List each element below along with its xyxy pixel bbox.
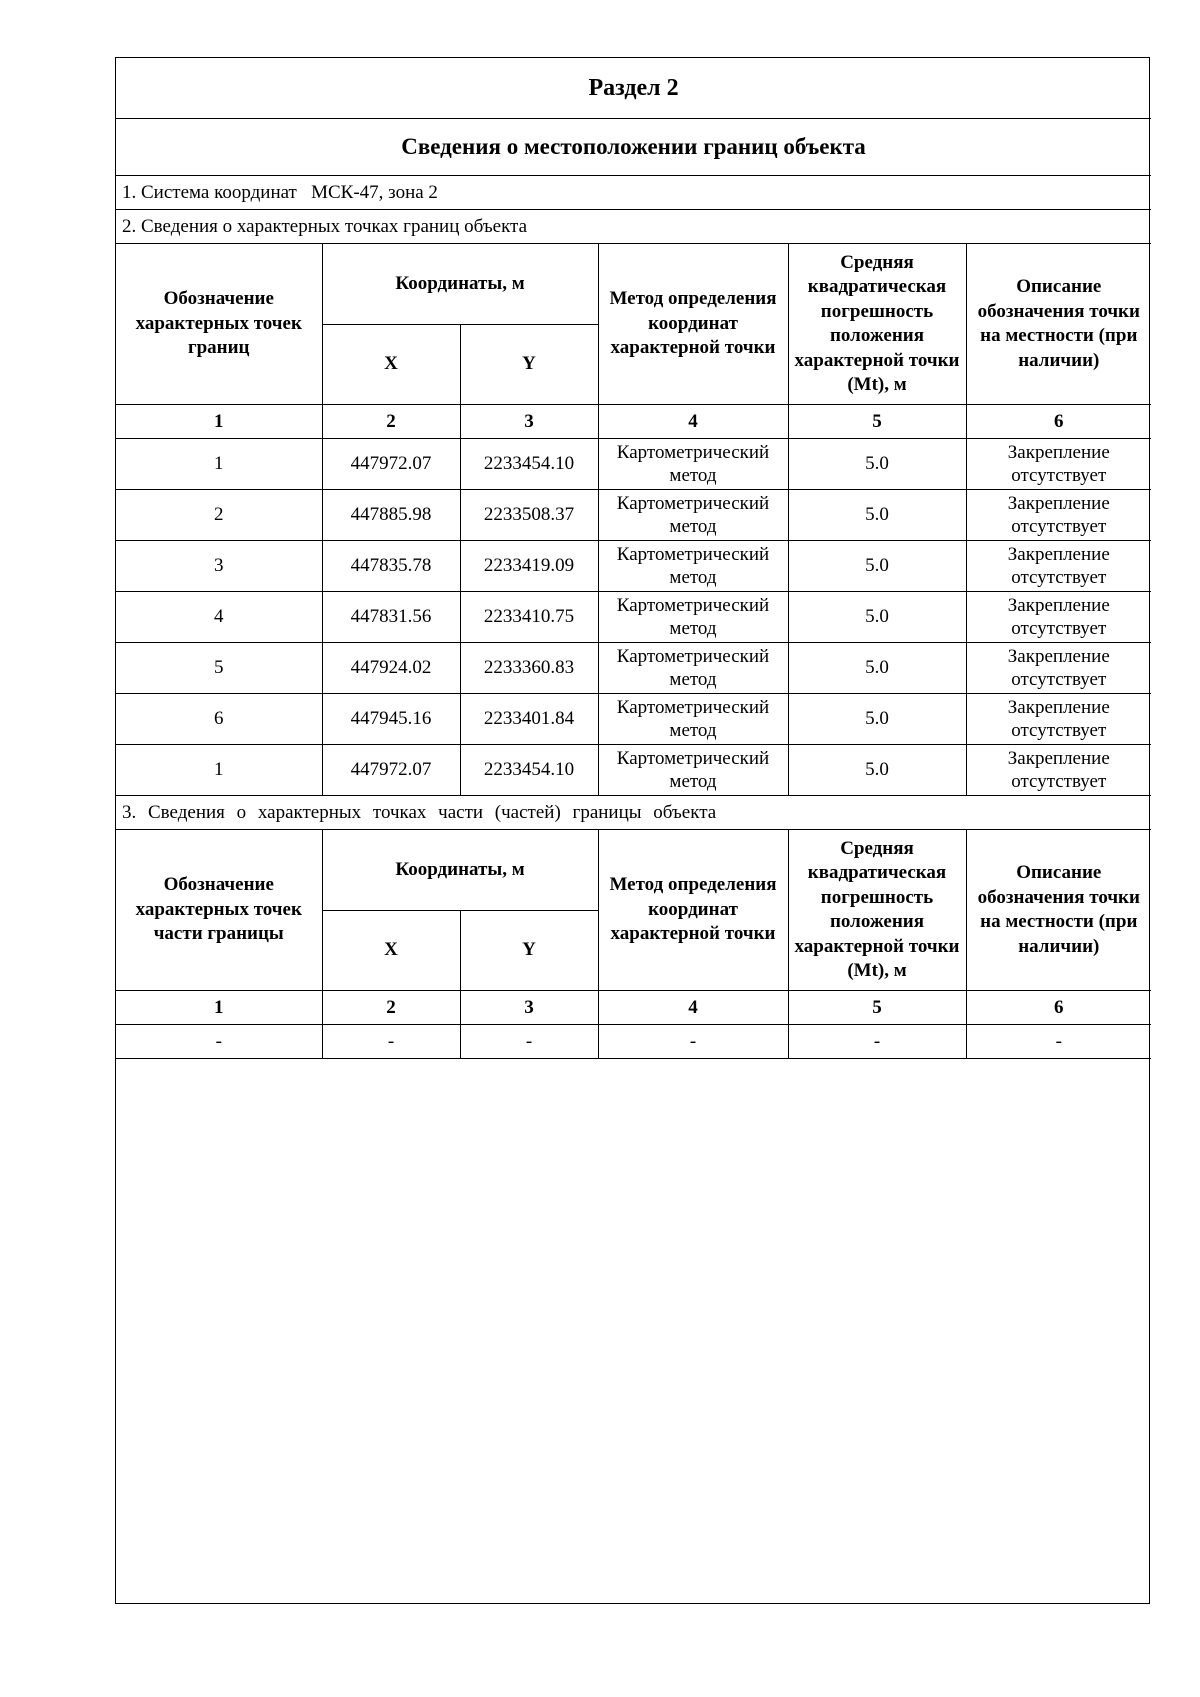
- table-row: [116, 745, 1151, 796]
- section-title: Раздел 2: [116, 58, 1151, 119]
- table-row: [116, 439, 1151, 490]
- cell-mt: 5.0: [788, 694, 966, 745]
- cell-method: Картометрический метод: [598, 694, 788, 745]
- header-method: Метод определения координат характерной точки: [598, 244, 788, 405]
- column-number: 1: [116, 991, 322, 1025]
- header-description: Описание обозначения точки на местности (при наличии): [966, 830, 1151, 991]
- cell-point: 5: [116, 643, 322, 694]
- cell-mt: 5.0: [788, 745, 966, 796]
- table-row: [116, 1025, 1151, 1059]
- column-number: 6: [966, 991, 1151, 1025]
- table-row: [116, 490, 1151, 541]
- cell-mt: 5.0: [788, 541, 966, 592]
- header-mt: Средняя квадратическая погрешность положения характерной точки (Mt), м: [788, 244, 966, 405]
- table-row: [116, 694, 1151, 745]
- cell-mt: -: [788, 1025, 966, 1059]
- column-number: 3: [460, 405, 598, 439]
- column-number: 1: [116, 405, 322, 439]
- cell-y: -: [460, 1025, 598, 1059]
- cell-desc: Закрепление отсутствует: [966, 490, 1151, 541]
- header-x: X: [322, 325, 460, 405]
- cell-desc: Закрепление отсутствует: [966, 439, 1151, 490]
- cell-method: -: [598, 1025, 788, 1059]
- header-y: Y: [460, 911, 598, 991]
- table-row: [116, 541, 1151, 592]
- table-row: [116, 592, 1151, 643]
- column-number: 5: [788, 991, 966, 1025]
- header-point: Обозначение характерных точек части границы: [116, 830, 322, 991]
- header-description: Описание обозначения точки на местности (при наличии): [966, 244, 1151, 405]
- column-number: 4: [598, 405, 788, 439]
- cell-method: Картометрический метод: [598, 490, 788, 541]
- column-numbers-row: [116, 991, 1151, 1025]
- block2-title: 2. Сведения о характерных точках границ объекта: [116, 210, 1151, 244]
- column-number: 6: [966, 405, 1151, 439]
- cell-method: Картометрический метод: [598, 541, 788, 592]
- cell-point: 6: [116, 694, 322, 745]
- coordinate-system-line: [116, 176, 1151, 210]
- cell-y: 2233508.37: [460, 490, 598, 541]
- cell-mt: 5.0: [788, 643, 966, 694]
- table-row: [116, 643, 1151, 694]
- column-number: 2: [322, 405, 460, 439]
- cell-desc: Закрепление отсутствует: [966, 745, 1151, 796]
- cell-method: Картометрический метод: [598, 592, 788, 643]
- cell-y: 2233419.09: [460, 541, 598, 592]
- cell-mt: 5.0: [788, 490, 966, 541]
- cell-x: 447972.07: [322, 745, 460, 796]
- cell-point: 2: [116, 490, 322, 541]
- cell-method: Картометрический метод: [598, 745, 788, 796]
- cell-point: -: [116, 1025, 322, 1059]
- column-number: 3: [460, 991, 598, 1025]
- cell-x: 447945.16: [322, 694, 460, 745]
- cell-x: 447885.98: [322, 490, 460, 541]
- section-table: [116, 58, 1151, 1059]
- header-x: X: [322, 911, 460, 991]
- cell-desc: Закрепление отсутствует: [966, 541, 1151, 592]
- cell-y: 2233360.83: [460, 643, 598, 694]
- column-number: 4: [598, 991, 788, 1025]
- cell-x: 447924.02: [322, 643, 460, 694]
- header-coordinates: Координаты, м: [322, 830, 598, 911]
- cell-desc: Закрепление отсутствует: [966, 592, 1151, 643]
- header-mt: Средняя квадратическая погрешность положения характерной точки (Mt), м: [788, 830, 966, 991]
- column-numbers-row: [116, 405, 1151, 439]
- cell-x: 447831.56: [322, 592, 460, 643]
- cell-desc: Закрепление отсутствует: [966, 643, 1151, 694]
- block3-title: 3. Сведения о характерных точках части (частей) границы объекта: [116, 796, 1151, 830]
- cell-y: 2233454.10: [460, 439, 598, 490]
- cell-y: 2233410.75: [460, 592, 598, 643]
- coordinate-system-value: МСК-47, зона 2: [311, 181, 438, 203]
- cell-x: 447835.78: [322, 541, 460, 592]
- cell-point: 4: [116, 592, 322, 643]
- cell-x: -: [322, 1025, 460, 1059]
- cell-point: 1: [116, 745, 322, 796]
- column-number: 5: [788, 405, 966, 439]
- cell-mt: 5.0: [788, 592, 966, 643]
- column-number: 2: [322, 991, 460, 1025]
- cell-mt: 5.0: [788, 439, 966, 490]
- cell-desc: -: [966, 1025, 1151, 1059]
- document-frame: [115, 57, 1150, 1604]
- cell-method: Картометрический метод: [598, 643, 788, 694]
- cell-point: 1: [116, 439, 322, 490]
- cell-point: 3: [116, 541, 322, 592]
- cell-y: 2233454.10: [460, 745, 598, 796]
- cell-x: 447972.07: [322, 439, 460, 490]
- header-method: Метод определения координат характерной точки: [598, 830, 788, 991]
- section-subtitle: Сведения о местоположении границ объекта: [116, 119, 1151, 176]
- cell-y: 2233401.84: [460, 694, 598, 745]
- header-y: Y: [460, 325, 598, 405]
- coordinate-system-label: 1. Система координат: [122, 181, 297, 203]
- cell-method: Картометрический метод: [598, 439, 788, 490]
- cell-desc: Закрепление отсутствует: [966, 694, 1151, 745]
- header-coordinates: Координаты, м: [322, 244, 598, 325]
- header-point: Обозначение характерных точек границ: [116, 244, 322, 405]
